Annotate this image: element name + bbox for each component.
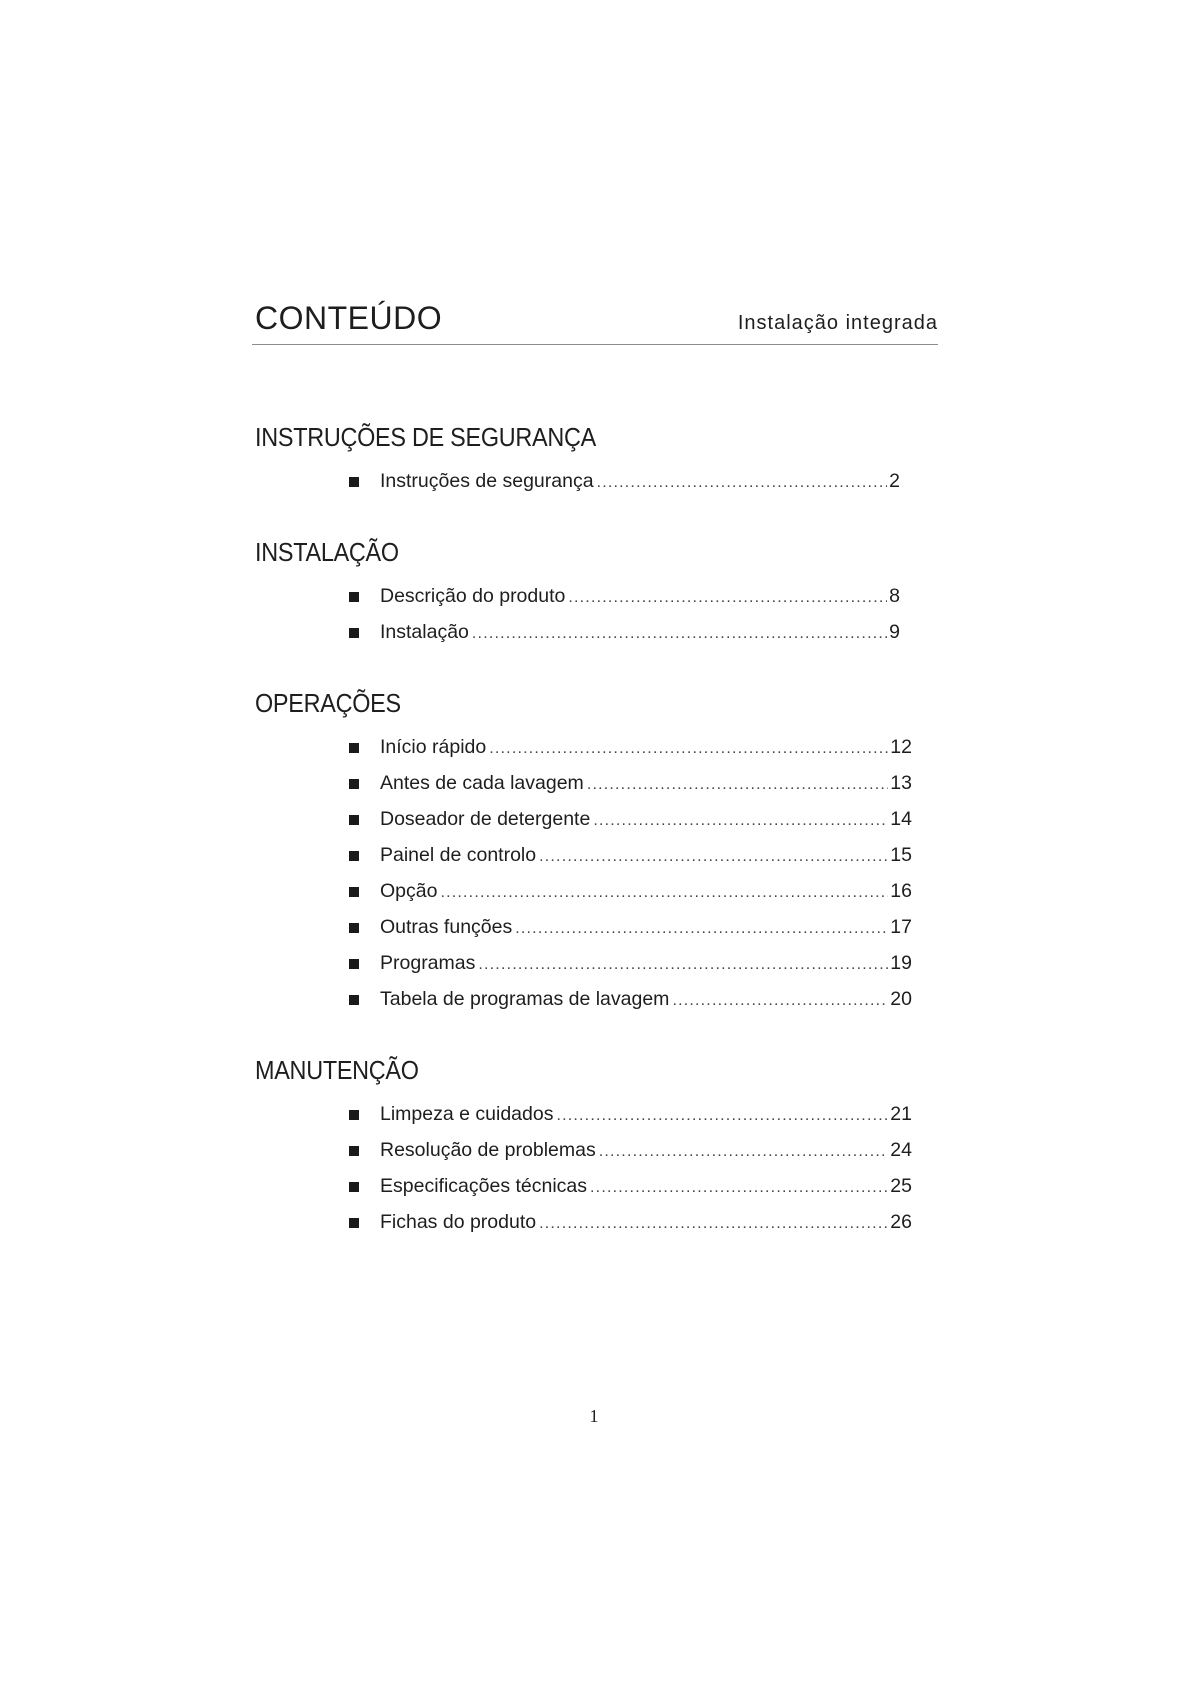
- toc-entry[interactable]: [252, 765, 912, 801]
- toc-entry[interactable]: [252, 614, 912, 650]
- entry-page-number: 20: [890, 988, 912, 1010]
- entry-label: Início rápido: [380, 736, 487, 758]
- entry-page-number: 21: [890, 1103, 912, 1125]
- square-bullet-icon: [349, 1182, 359, 1192]
- dot-leader: [539, 1206, 888, 1242]
- square-bullet-icon: [349, 851, 359, 861]
- entry-page-number: 25: [890, 1175, 912, 1197]
- section-heading: MANUTENÇÃO: [255, 1055, 419, 1085]
- page-subtitle: Instalação integrada: [737, 312, 938, 334]
- toc-list: [252, 1096, 912, 1240]
- table-of-contents: [252, 420, 912, 1276]
- entry-label: Outras funções: [380, 916, 513, 938]
- entry-label: Opção: [380, 880, 438, 902]
- entry-page-number: 19: [890, 952, 912, 974]
- dot-leader: [599, 1134, 889, 1170]
- dot-leader: [440, 875, 888, 911]
- square-bullet-icon: [349, 743, 359, 753]
- entry-label: Especificações técnicas: [380, 1175, 588, 1197]
- dot-leader: [539, 839, 888, 875]
- entry-page-number: 2: [889, 470, 900, 492]
- page-header: [252, 298, 938, 345]
- dot-leader: [478, 947, 888, 983]
- square-bullet-icon: [349, 815, 359, 825]
- toc-section-safety: [252, 420, 912, 499]
- toc-entry[interactable]: [252, 873, 912, 909]
- dot-leader: [515, 911, 888, 947]
- entry-page-number: 13: [890, 772, 912, 794]
- section-heading: OPERAÇÕES: [255, 688, 401, 718]
- toc-list: [252, 578, 912, 650]
- entry-label: Programas: [380, 952, 476, 974]
- entry-label: Instruções de segurança: [380, 470, 594, 492]
- entry-label: Instalação: [380, 621, 469, 643]
- entry-page-number: 26: [890, 1211, 912, 1233]
- entry-label: Tabela de programas de lavagem: [380, 988, 670, 1010]
- toc-list: [252, 729, 912, 1017]
- toc-entry[interactable]: [252, 578, 912, 614]
- square-bullet-icon: [349, 1146, 359, 1156]
- dot-leader: [593, 803, 888, 839]
- square-bullet-icon: [349, 923, 359, 933]
- toc-entry[interactable]: [252, 801, 912, 837]
- toc-entry[interactable]: [252, 1168, 912, 1204]
- entry-label: Limpeza e cuidados: [380, 1103, 554, 1125]
- toc-section-installation: [252, 535, 912, 650]
- entry-label: Resolução de problemas: [380, 1139, 596, 1161]
- section-heading: INSTRUÇÕES DE SEGURANÇA: [255, 422, 596, 452]
- toc-entry[interactable]: [252, 1132, 912, 1168]
- square-bullet-icon: [349, 477, 359, 487]
- page-title: CONTEÚDO: [255, 300, 443, 336]
- square-bullet-icon: [349, 1110, 359, 1120]
- toc-section-maintenance: [252, 1053, 912, 1240]
- dot-leader: [568, 580, 887, 616]
- entry-page-number: 24: [890, 1139, 912, 1161]
- toc-entry[interactable]: [252, 981, 912, 1017]
- entry-label: Painel de controlo: [380, 844, 537, 866]
- page-number: 1: [589, 1406, 599, 1426]
- toc-entry[interactable]: [252, 1204, 912, 1240]
- entry-page-number: 17: [890, 916, 912, 938]
- dot-leader: [556, 1098, 888, 1134]
- toc-entry[interactable]: [252, 837, 912, 873]
- square-bullet-icon: [349, 628, 359, 638]
- dot-leader: [587, 767, 888, 803]
- entry-page-number: 8: [889, 585, 900, 607]
- section-heading: INSTALAÇÃO: [255, 537, 399, 567]
- entry-page-number: 15: [890, 844, 912, 866]
- square-bullet-icon: [349, 779, 359, 789]
- toc-entry[interactable]: [252, 945, 912, 981]
- entry-page-number: 14: [890, 808, 912, 830]
- dot-leader: [597, 465, 888, 501]
- toc-entry[interactable]: [252, 463, 912, 499]
- toc-section-operations: [252, 686, 912, 1017]
- dot-leader: [489, 731, 888, 767]
- dot-leader: [472, 616, 887, 652]
- dot-leader: [590, 1170, 888, 1206]
- entry-page-number: 12: [890, 736, 912, 758]
- square-bullet-icon: [349, 1218, 359, 1228]
- dot-leader: [672, 983, 888, 1019]
- entry-label: Descrição do produto: [380, 585, 566, 607]
- entry-page-number: 16: [890, 880, 912, 902]
- toc-list: [252, 463, 912, 499]
- toc-entry[interactable]: [252, 909, 912, 945]
- entry-page-number: 9: [889, 621, 900, 643]
- toc-entry[interactable]: [252, 729, 912, 765]
- square-bullet-icon: [349, 592, 359, 602]
- entry-label: Doseador de detergente: [380, 808, 591, 830]
- entry-label: Antes de cada lavagem: [380, 772, 584, 794]
- entry-label: Fichas do produto: [380, 1211, 537, 1233]
- square-bullet-icon: [349, 887, 359, 897]
- toc-entry[interactable]: [252, 1096, 912, 1132]
- square-bullet-icon: [349, 995, 359, 1005]
- square-bullet-icon: [349, 959, 359, 969]
